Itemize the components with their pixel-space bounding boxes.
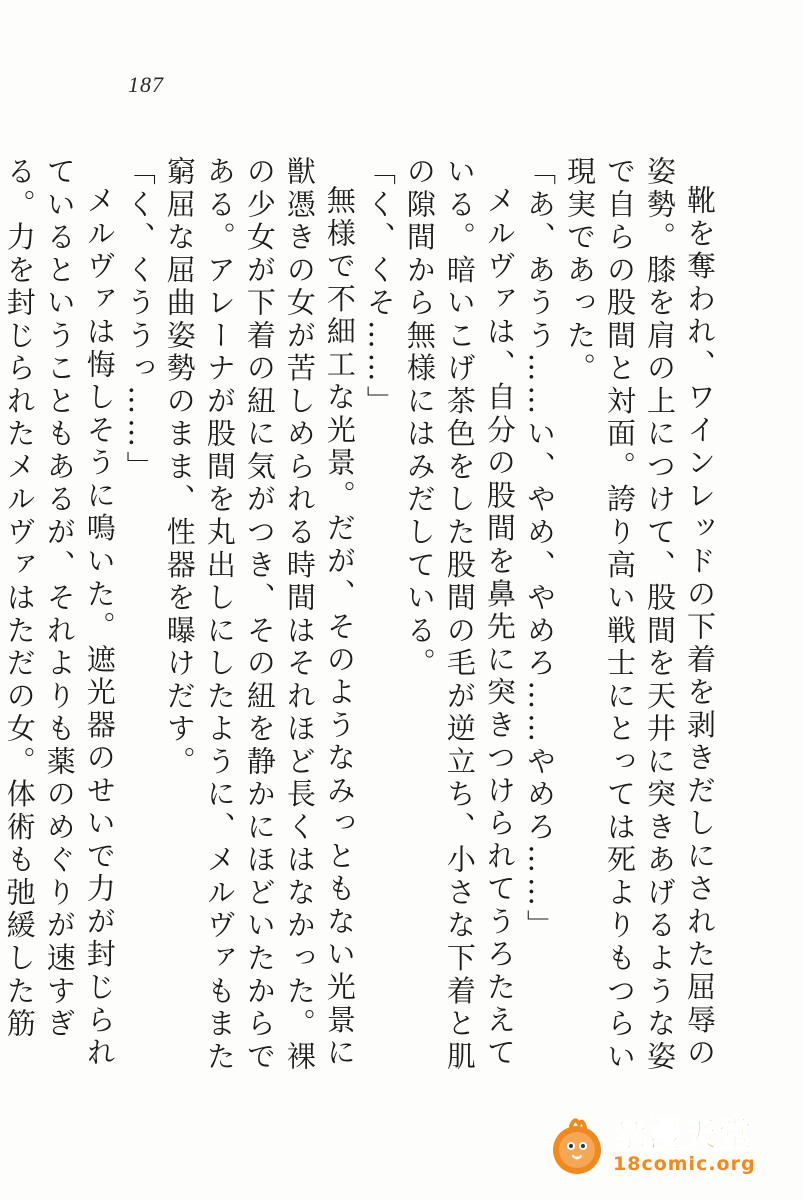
watermark-url: 18comic.org	[613, 1153, 756, 1175]
paragraph-dialog: 「く、くそ……」	[362, 156, 397, 419]
paragraph-narration: メルヴァは、自分の股間を鼻先に突きつけられてうろたえている。暗いこげ茶色をした股間の毛が逆立ち、小さな下着と肌の隙間から無様にはみだしている。	[402, 156, 517, 1074]
paragraph-dialog: 「く、くううっ……」	[122, 156, 157, 484]
watermark-text	[613, 1115, 756, 1175]
paragraph-dialog: 「あ、あうう……い、やめ、やめろ……やめろ……」	[522, 156, 557, 943]
bird-mascot-icon	[545, 1114, 609, 1178]
site-watermark	[545, 1108, 785, 1184]
vertical-text-body	[2, 156, 720, 1076]
paragraph-narration: メルヴァは悔しそうに鳴いた。遮光器のせいで力が封じられているということもあるが、それよりも薬のめぐりが速すぎる。力を封じられたメルヴァはただの女。体術も弛緩した筋	[2, 156, 117, 1070]
watermark-title: 禁漫天堂	[613, 1115, 753, 1155]
paragraph-narration: 靴を奪われ、ワインレッドの下着を剥きだしにされた屈辱の姿勢。膝を肩の上につけて、股間を天井に突きあげるような姿で自らの股間と対面。誇り高い戦士にとっては死よりもつらい現実であった。	[562, 156, 717, 1074]
page-number: 187	[128, 72, 164, 97]
paragraph-narration: 無様で不細工な光景。だが、そのようなみっともない光景に獣憑きの女が苦しめられる時間はそれほど長くはなかった。裸の少女が下着の紐に気がつき、その紐を静かにほどいたからである。アレーナが股間を丸出しにしたように、メルヴァもまた窮屈な屈曲姿勢のまま、性器を曝けだす。	[162, 156, 357, 1074]
